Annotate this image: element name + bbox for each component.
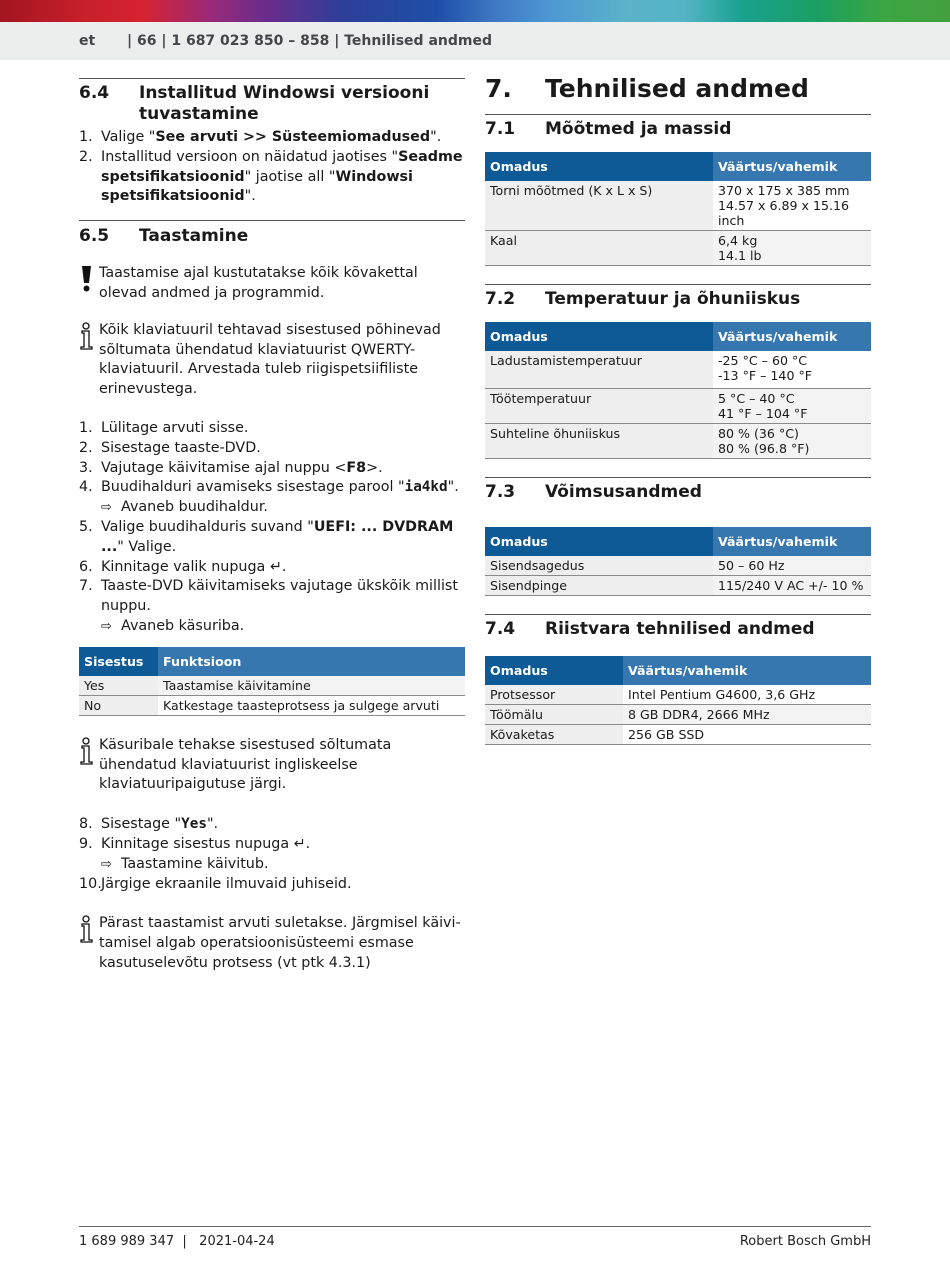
list-item: 9. Kinnitage sisestus nupuga ↵. bbox=[79, 835, 311, 852]
footer-divider bbox=[79, 1226, 871, 1227]
table-row: Töömälu 8 GB DDR4, 2666 MHz bbox=[485, 705, 871, 725]
chapter-number: 7. bbox=[485, 74, 512, 103]
hardware-table bbox=[485, 656, 871, 745]
list-item: 8. Sisestage "Yes". bbox=[79, 816, 219, 833]
table-row: Sisendsagedus 50 – 60 Hz bbox=[485, 556, 871, 576]
table-row: Kõvaketas 256 GB SSD bbox=[485, 725, 871, 745]
section-heading bbox=[79, 221, 465, 247]
power-table bbox=[485, 527, 871, 596]
info-note: Käsuribale tehakse sisestused sõltumata ühendatud klaviatuurist ingliskeelse klaviatuuripaigutuse järgi. bbox=[79, 736, 465, 795]
section-title: Taastamine bbox=[139, 226, 249, 247]
section-title: Installitud Windowsi versiooni tuvastamine bbox=[139, 83, 430, 124]
arrow-right-icon: ⇨ bbox=[101, 618, 112, 634]
info-note: Kõik klaviatuuril tehtavad sisestused põhinevad sõltumata ühendatud klaviatuurist QWERTY-klaviatuuril. Arvestada tuleb riigispetsiifiliste erinevustega. bbox=[79, 321, 465, 400]
list-item: 3. Vajutage käivitamise ajal nuppu <F8>. bbox=[79, 459, 383, 476]
section-heading: 7.1 Mõõtmed ja massid bbox=[485, 119, 732, 139]
list-item: 1. Lülitage arvuti sisse. bbox=[79, 419, 249, 436]
info-icon bbox=[79, 915, 95, 943]
section-7-2 bbox=[485, 284, 871, 459]
left-column bbox=[79, 78, 465, 974]
section-heading: 7.3 Võimsusandmed bbox=[485, 482, 702, 502]
list-item: 10. Järgige ekraanile ilmuvaid juhiseid. bbox=[79, 875, 352, 892]
table-row: Protsessor Intel Pentium G4600, 3,6 GHz bbox=[485, 685, 871, 705]
table-header-row: Omadus Väärtus/vahemik bbox=[485, 152, 871, 181]
section-7-1 bbox=[485, 114, 871, 266]
list-item: 5. Valige buudihalduris suvand "UEFI: ... DVDRAM ..." Valige. bbox=[79, 518, 454, 555]
table-row: Sisendpinge 115/240 V AC +/- 10 % bbox=[485, 576, 871, 596]
arrow-right-icon: ⇨ bbox=[101, 856, 112, 872]
footer-doc-info: 1 689 989 347 | 2021-04-24 bbox=[79, 1234, 275, 1249]
section-heading bbox=[79, 79, 465, 125]
chapter-title: Tehnilised andmed bbox=[545, 74, 809, 103]
section-number: 6.5 bbox=[79, 226, 110, 247]
table-row: Torni mõõtmed (K x L x S) 370 x 175 x 385 mm 14.57 x 6.89 x 15.16 inch bbox=[485, 181, 871, 231]
language-code: et bbox=[79, 33, 96, 49]
table-row: Suhteline õhuniiskus 80 % (36 °C) 80 % (96.8 °F) bbox=[485, 424, 871, 459]
table-header-row: Sisestus Funktsioon bbox=[79, 647, 465, 676]
steps-list bbox=[79, 875, 465, 895]
table-header-row: Omadus Väärtus/vahemik bbox=[485, 656, 871, 685]
steps-list bbox=[79, 518, 465, 617]
footer-company: Robert Bosch GmbH bbox=[739, 1234, 871, 1249]
arrow-right-icon: ⇨ bbox=[101, 500, 112, 516]
page-header bbox=[0, 22, 950, 60]
info-note: Pärast taastamist arvuti suletakse. Järgmisel käivitamisel algab operatsioonisüsteemi esmase kasutuselevõtu protsess (vt ptk 4.3.1) bbox=[79, 914, 465, 973]
table-row: No Katkestage taasteprotsess ja sulgege arvuti bbox=[79, 695, 465, 715]
list-item: 1. Valige "See arvuti >> Süsteemiomadused". bbox=[79, 129, 442, 145]
dimensions-table bbox=[485, 152, 871, 266]
section-number: 6.4 bbox=[79, 83, 110, 103]
table-header-row: Omadus Väärtus/vahemik bbox=[485, 322, 871, 351]
step-result: ⇨ Avaneb käsuriba. bbox=[79, 617, 465, 637]
table-row: Yes Taastamise käivitamine bbox=[79, 676, 465, 696]
brand-color-strip bbox=[0, 0, 950, 22]
section-heading: 7.4 Riistvara tehnilised andmed bbox=[485, 619, 815, 639]
temperature-table bbox=[485, 322, 871, 459]
list-item: 6. Kinnitage valik nupuga ↵. bbox=[79, 558, 287, 575]
info-icon bbox=[79, 322, 95, 350]
input-function-table bbox=[79, 647, 465, 716]
steps-list bbox=[79, 815, 465, 855]
section-heading: 7.2 Temperatuur ja õhuniiskus bbox=[485, 289, 801, 309]
section-7-4 bbox=[485, 614, 871, 745]
list-item: 7. Taaste-DVD käivitamiseks vajutage ükskõik millist nuppu. bbox=[79, 578, 458, 615]
steps-list bbox=[79, 419, 465, 498]
list-item: 4. Buudihalduri avamiseks sisestage parool "ia4kd". bbox=[79, 479, 459, 496]
step-result: ⇨ Avaneb buudihaldur. bbox=[79, 498, 465, 518]
enter-key-icon: ↵ bbox=[293, 835, 306, 852]
section-7-3 bbox=[485, 477, 871, 596]
chapter-heading bbox=[485, 74, 871, 114]
list-item: 2. Sisestage taaste-DVD. bbox=[79, 439, 261, 456]
steps-list bbox=[79, 128, 465, 207]
info-icon bbox=[79, 737, 95, 765]
table-row: Kaal 6,4 kg 14.1 lb bbox=[485, 231, 871, 266]
table-row: Ladustamistemperatuur -25 °C – 60 °C -13 °F – 140 °F bbox=[485, 351, 871, 389]
table-header-row: Omadus Väärtus/vahemik bbox=[485, 527, 871, 556]
section-6-5 bbox=[79, 220, 465, 974]
exclamation-icon bbox=[79, 265, 95, 293]
warning-note: Taastamise ajal kustutatakse kõik kõvakettal olevad andmed ja programmid. bbox=[79, 264, 465, 304]
step-result: ⇨ Taastamine käivitub. bbox=[79, 855, 465, 875]
right-column bbox=[485, 74, 871, 745]
list-item: 2. Installitud versioon on näidatud jaotises "Seadme spetsifikatsioonid" jaotise all "Windowsi spetsifikatsioonid". bbox=[79, 148, 463, 205]
enter-key-icon: ↵ bbox=[269, 558, 282, 575]
header-breadcrumb: | 66 | 1 687 023 850 – 858 | Tehnilised andmed bbox=[127, 33, 492, 49]
section-6-4 bbox=[79, 78, 465, 207]
table-row: Töötemperatuur 5 °C – 40 °C 41 °F – 104 °F bbox=[485, 389, 871, 424]
